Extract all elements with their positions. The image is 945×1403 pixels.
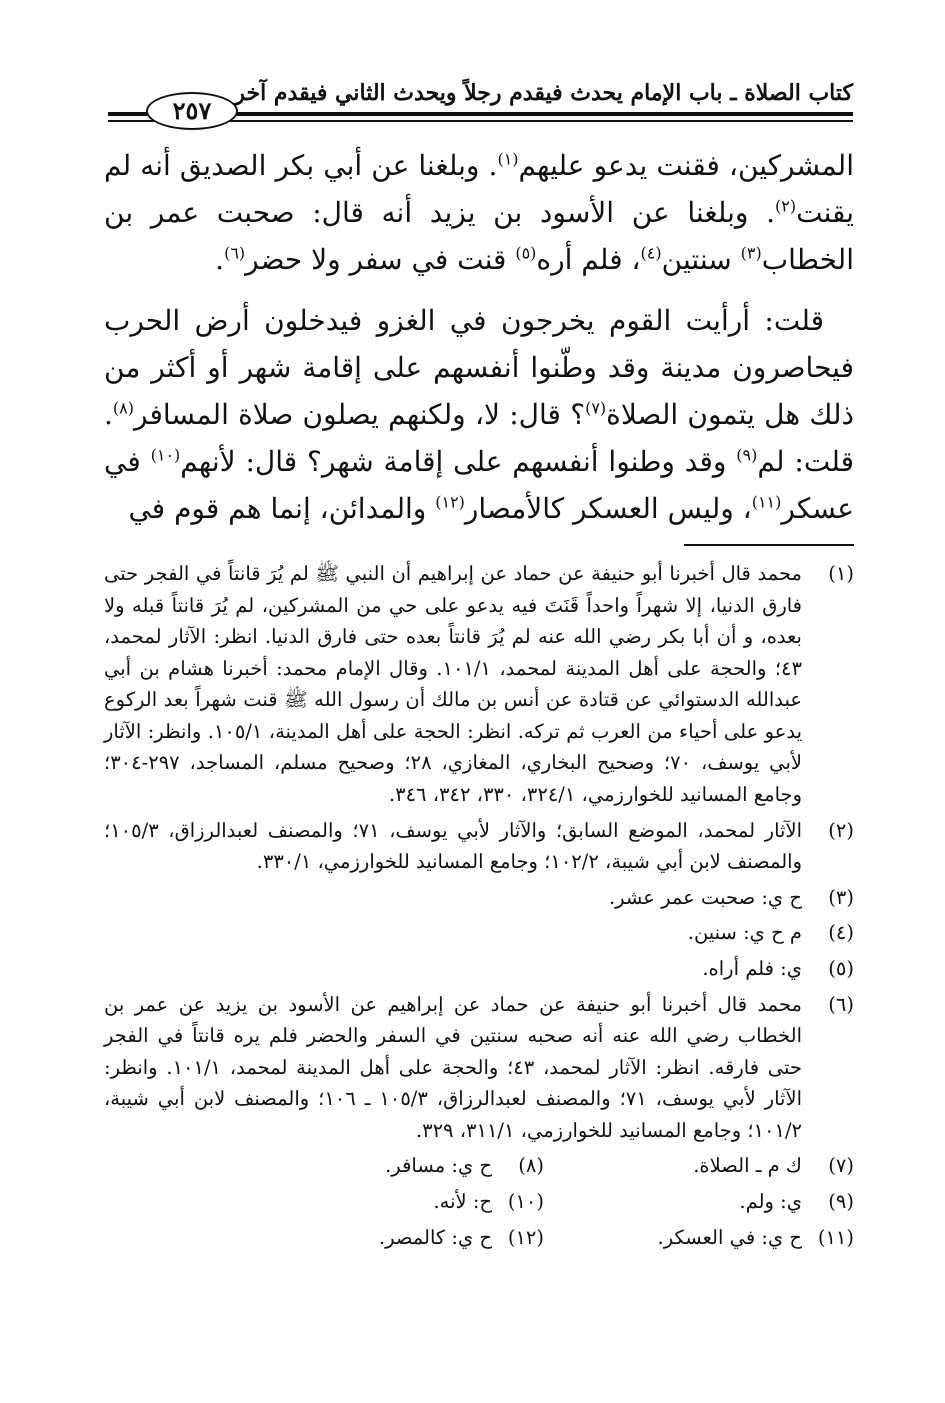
footnote-number: (٤) xyxy=(828,921,854,945)
text-run: . قلت: لم xyxy=(104,398,854,479)
footnote-number: (٧) xyxy=(828,1154,854,1178)
footnote-text: ح: لأنه. xyxy=(433,1189,492,1213)
text-run: سنتين xyxy=(661,243,741,277)
text-run: ، وليس العسكر كالأمصار xyxy=(464,492,752,526)
footnote-1 xyxy=(104,558,854,811)
footnote-ref-1: (١) xyxy=(497,149,519,169)
paragraph-1 xyxy=(104,142,854,283)
footnote-text: محمد قال أخبرنا أبو حنيفة عن حماد عن إبراهيم عن الأسود بن يزيد عن عمر بن الخطاب رضي الله عنه أنه صحبه سنتين في السفر والحضر فلم يره قانتاً في الفجر حتى فارقه. انظر: الآثار لمحمد، ٤٣؛ والحجة على أهل المدينة لمحمد، ١٠١/١. وانظر: الآثار لأبي يوسف، ٧١؛ والمصنف لعبدالرزاق، ١٠٥/٣ ـ ١٠٦؛ والمصنف لابن أبي شيبة، ١٠١/٢؛ وجامع المسانيد للخوارزمي، ٣١١/١، ٣٢٩. xyxy=(104,992,802,1142)
footnote-text: محمد قال أخبرنا أبو حنيفة عن حماد عن إبراهيم أن النبي ﷺ لم يُرَ قانتاً في الفجر حتى فارق الدنيا، إلا شهراً واحداً قَنَتَ فيه يدعو على حي من المشركين، لم يُرَ قانتاً قبله ولا بعده، و أن أبا بكر رضي الله عنه لم يُرَ قانتاً بعده حتى فارق الدنيا. انظر: الآثار لمحمد، ٤٣؛ والحجة على أهل المدينة لمحمد، ١٠١/١. وقال الإمام محمد: أخبرنا هشام بن أبي عبدالله الدستوائي عن قتادة عن أنس بن مالك أن رسول الله ﷺ قنت شهراً بعد الركوع يدعو على أحياء من العرب ثم تركه. انظر: الحجة على أهل المدينة، ١٠٥/١. وانظر: الآثار لأبي يوسف، ٧٠؛ وصحيح البخاري، المغازي، ٢٨؛ وصحيح مسلم، المساجد، ٢٩٧-٣٠٤؛ وجامع المسانيد للخوارزمي، ٣٢٤/١، ٣٣٠، ٣٤٢، ٣٤٦. xyxy=(104,562,802,807)
paragraph-2 xyxy=(104,297,854,532)
footnote-ref-2: (٢) xyxy=(775,196,797,216)
page-number: ٢٥٧ xyxy=(146,92,238,130)
footnote-ref-9: (٩) xyxy=(736,445,758,465)
text-run: والمدائن، إنما هم قوم في xyxy=(128,492,436,526)
footnote-number: (٣) xyxy=(828,885,854,909)
footnote-10 xyxy=(254,1186,544,1218)
footnote-3 xyxy=(104,882,854,914)
footnote-text: ح ي: في العسكر. xyxy=(657,1225,802,1249)
footnote-text: ي: ولم. xyxy=(739,1189,802,1213)
text-run: ؟ قال: لا، ولكنهم يصلون صلاة المسافر xyxy=(134,398,586,432)
text-run: في عسكر xyxy=(104,445,854,526)
text-run: . وبلغنا عن الأسود بن يزيد أنه قال: صحبت عمر بن الخطاب xyxy=(104,196,854,277)
footnote-6 xyxy=(104,989,854,1147)
page-header xyxy=(108,70,853,128)
footnote-ref-5: (٥) xyxy=(515,243,537,263)
footnote-12 xyxy=(254,1222,544,1254)
footnote-ref-6: (٦) xyxy=(224,243,246,263)
footnote-text: ح ي: صحبت عمر عشر. xyxy=(608,885,802,909)
footnote-number: (٩) xyxy=(828,1189,854,1213)
footnote-number: (١٠) xyxy=(507,1189,544,1213)
footnote-number: (١) xyxy=(828,562,854,585)
footnote-text: ك م ـ الصلاة. xyxy=(693,1154,802,1178)
footnote-number: (١٢) xyxy=(507,1225,544,1249)
footnote-separator xyxy=(684,544,854,546)
footnote-ref-7: (٧) xyxy=(585,398,607,418)
text-run: قلت: أرأيت القوم يخرجون في الغزو فيدخلون أرض الحرب فيحاصرون مدينة وقد وطّنوا أنفسهم على إقامة شهر أو أكثر من ذلك هل يتمون الصلاة xyxy=(104,304,854,432)
footnote-text: ح ي: كالمصر. xyxy=(378,1225,492,1249)
footnote-number: (٨) xyxy=(518,1154,544,1178)
footnote-number: (٥) xyxy=(828,956,854,980)
footnote-4 xyxy=(104,917,854,949)
short-footnotes-grid xyxy=(254,1150,854,1253)
footnote-ref-8: (٨) xyxy=(112,398,134,418)
text-run: . وبلغنا عن أبي بكر الصديق أنه لم يقنت xyxy=(104,149,854,230)
text-run: المشركين، فقنت يدعو عليهم xyxy=(518,149,854,182)
text-run: . xyxy=(215,243,225,277)
footnote-ref-12: (١٢) xyxy=(435,492,465,512)
footnote-ref-11: (١١) xyxy=(751,492,782,512)
footnote-11 xyxy=(564,1222,854,1254)
footnote-text: ح ي: مسافر. xyxy=(385,1154,492,1178)
footnote-text: م ح ي: سنين. xyxy=(687,921,802,945)
main-text xyxy=(104,142,854,532)
footnote-number: (٢) xyxy=(828,818,854,842)
footnote-number: (٦) xyxy=(828,992,854,1016)
footnote-ref-3: (٣) xyxy=(740,243,762,263)
footnote-7 xyxy=(564,1150,854,1182)
footnote-ref-4: (٤) xyxy=(640,243,662,263)
footnote-9 xyxy=(564,1186,854,1218)
text-run: قنت في سفر ولا حضر xyxy=(245,243,516,277)
footnote-5 xyxy=(104,953,854,985)
text-run: ، فلم أره xyxy=(536,243,641,277)
running-title: كتاب الصلاة ـ باب الإمام يحدث فيقدم رجلاً ويحدث الثاني فيقدم آخر xyxy=(234,80,853,106)
footnote-text: ي: فلم أراه. xyxy=(702,956,802,980)
footnote-8 xyxy=(254,1150,544,1182)
footnote-text: الآثار لمحمد، الموضع السابق؛ والآثار لأبي يوسف، ٧١؛ والمصنف لعبدالرزاق، ١٠٥/٣؛ والمصنف لابن أبي شيبة، ١٠٢/٢؛ وجامع المسانيد للخوارزمي، ٣٣٠/١. xyxy=(104,818,802,874)
footnote-2 xyxy=(104,815,854,878)
footnote-number: (١١) xyxy=(817,1225,854,1249)
footnote-ref-10: (١٠) xyxy=(150,445,181,465)
footnotes xyxy=(104,558,854,1253)
text-run: وقد وطنوا أنفسهم على إقامة شهر؟ قال: لأنهم xyxy=(180,445,737,479)
